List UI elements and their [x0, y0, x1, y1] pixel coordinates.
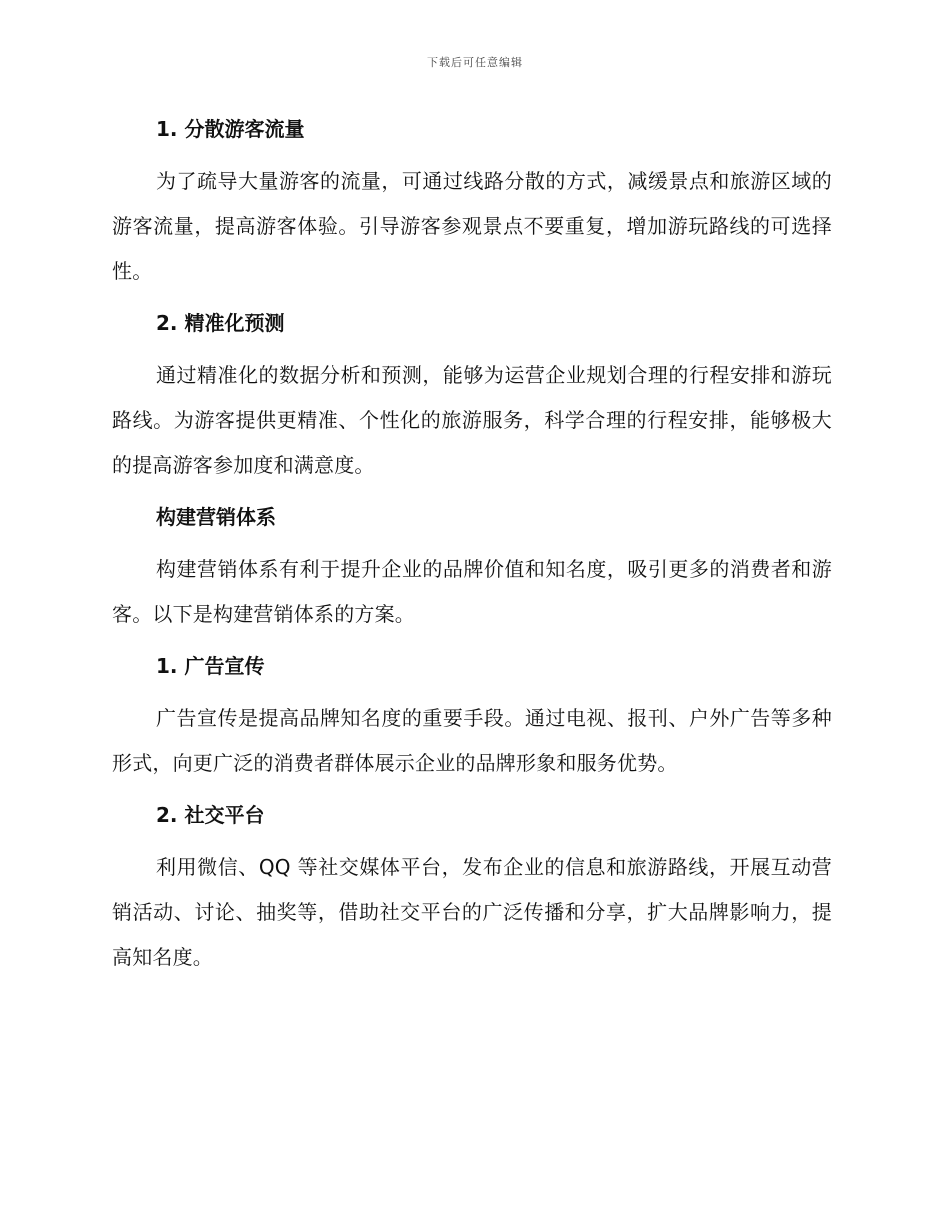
page-header: 下载后可任意编辑	[427, 56, 523, 69]
section-heading-disperse-traffic: 1. 分散游客流量	[156, 117, 305, 141]
section-paragraph-social-platform: 利用微信、QQ 等社交媒体平台，发布企业的信息和旅游路线，开展互动营销活动、讨论、抽奖等，借助社交平台的广泛传播和分享，扩大品牌影响力，提高知名度。	[112, 855, 832, 969]
section-heading-precise-forecast: 2. 精准化预测	[156, 311, 285, 335]
section-paragraph-precise-forecast: 通过精准化的数据分析和预测，能够为运营企业规划合理的行程安排和游玩路线。为游客提供更精准、个性化的旅游服务，科学合理的行程安排，能够极大的提高游客参加度和满意度。	[112, 363, 832, 477]
document-body	[112, 110, 832, 990]
section-paragraph-disperse-traffic: 为了疏导大量游客的流量，可通过线路分散的方式，减缓景点和旅游区域的游客流量，提高游客体验。引导游客参观景点不要重复，增加游玩路线的可选择性。	[112, 169, 832, 283]
section-heading-social-platform: 2. 社交平台	[156, 803, 265, 827]
section-paragraph-marketing-system: 构建营销体系有利于提升企业的品牌价值和知名度，吸引更多的消费者和游客。以下是构建营销体系的方案。	[112, 557, 832, 626]
section-heading-advertising: 1. 广告宣传	[156, 654, 265, 678]
section-heading-marketing-system: 构建营销体系	[156, 505, 276, 529]
section-paragraph-advertising: 广告宣传是提高品牌知名度的重要手段。通过电视、报刊、户外广告等多种形式，向更广泛的消费者群体展示企业的品牌形象和服务优势。	[112, 706, 832, 775]
